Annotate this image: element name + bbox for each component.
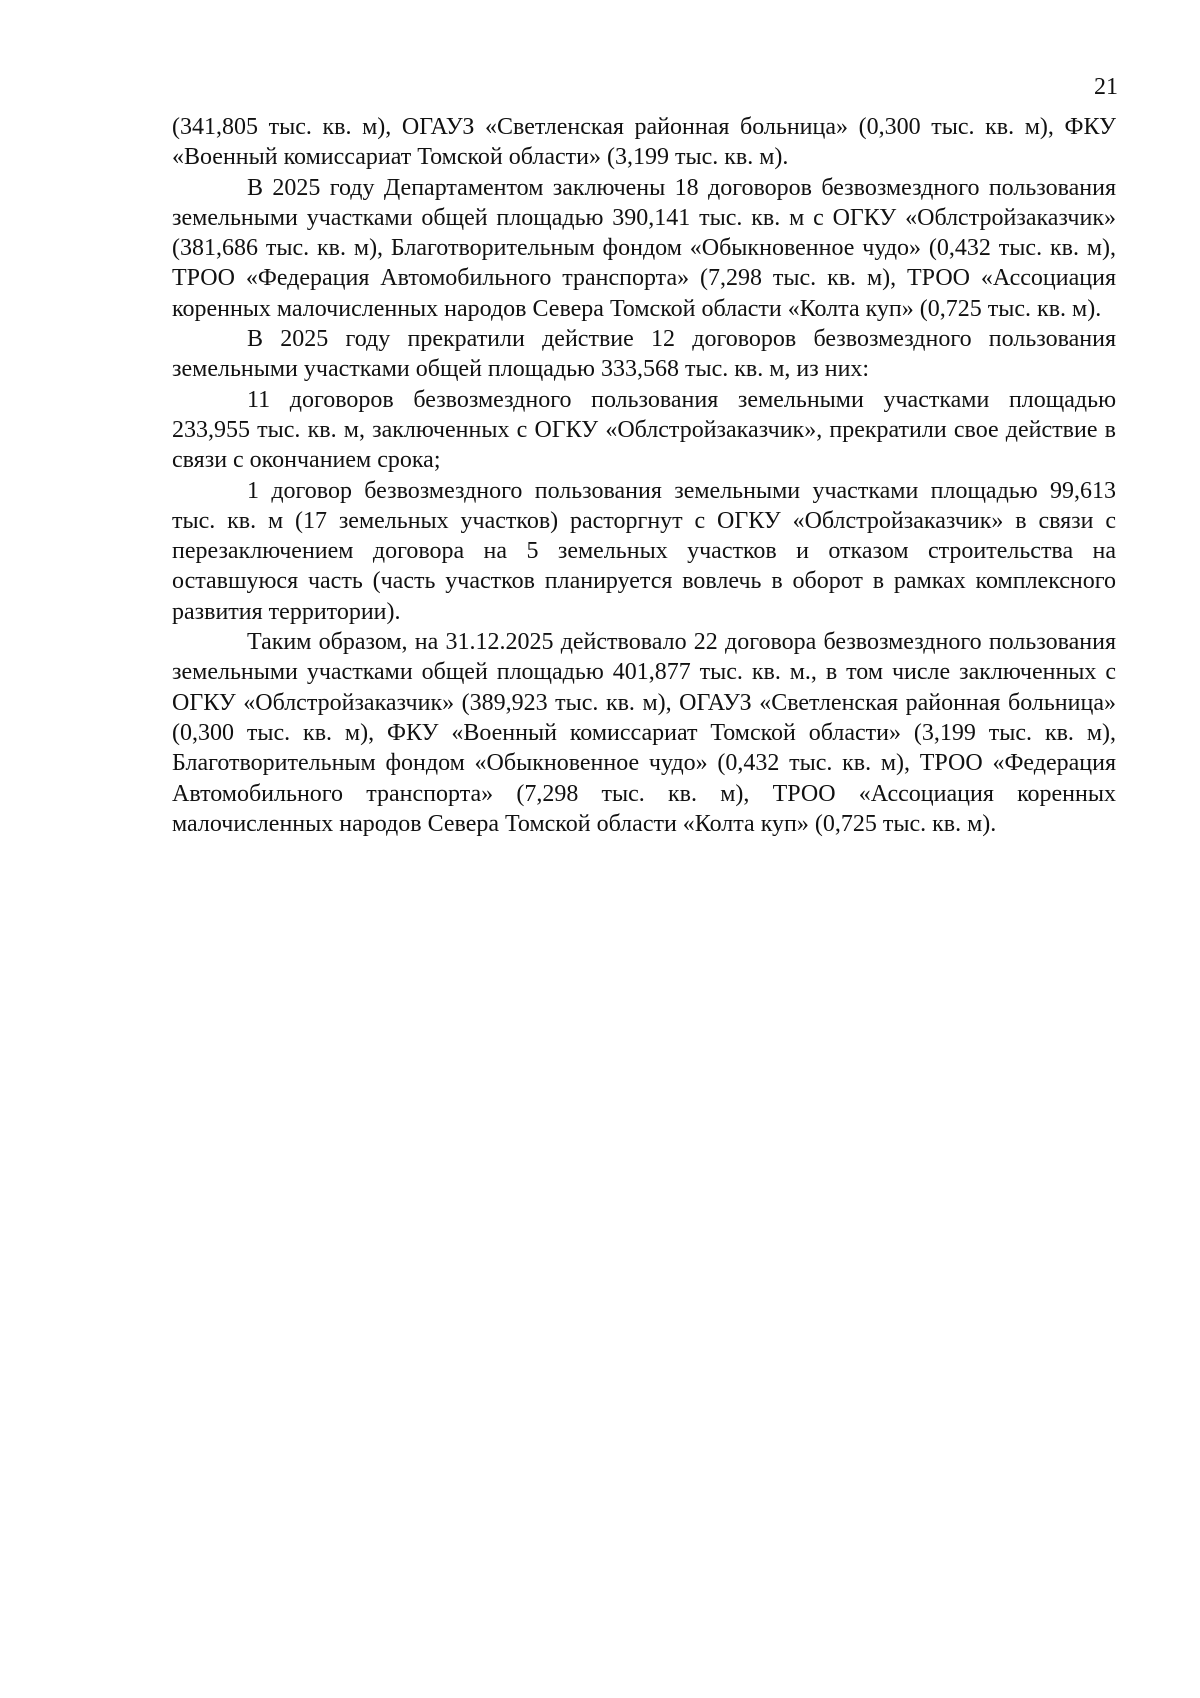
paragraph-contracts-terminated: В 2025 году прекратили действие 12 договоров безвозмездного пользования земельными участками общей площадью 333,568 тыс. кв. м, из них: bbox=[172, 326, 1116, 383]
document-body bbox=[172, 112, 1116, 839]
page-number: 21 bbox=[1094, 74, 1118, 100]
paragraph-contracts-concluded: В 2025 году Департаментом заключены 18 договоров безвозмездного пользования земельными участками общей площадью 390,141 тыс. кв. м с ОГКУ «Облстройзаказчик» (381,686 тыс. кв. м), Благотворительным фондом «Обыкновенное чудо» (0,432 тыс. кв. м), ТРОО «Федерация Автомобильного транспорта» (7,298 тыс. кв. м), ТРОО «Ассоциация коренных малочисленных народов Севера Томской области «Колта куп» (0,725 тыс. кв. м). bbox=[172, 174, 1116, 322]
paragraph-expired-contracts: 11 договоров безвозмездного пользования земельными участками площадью 233,955 тыс. кв. м, заключенных с ОГКУ «Облстройзаказчик», прекратили свое действие в связи с окончанием срока; bbox=[172, 386, 1116, 474]
paragraph-summary: Таким образом, на 31.12.2025 действовало 22 договора безвозмездного пользования земельными участками общей площадью 401,877 тыс. кв. м., в том числе заключенных с ОГКУ «Облстройзаказчик» (389,923 тыс. кв. м), ОГАУЗ «Светленская районная больница» (0,300 тыс. кв. м), ФКУ «Военный комиссариат Томской области» (3,199 тыс. кв. м), Благотворительным фондом «Обыкновенное чудо» (0,432 тыс. кв. м), ТРОО «Федерация Автомобильного транспорта» (7,298 тыс. кв. м), ТРОО «Ассоциация коренных малочисленных народов Севера Томской области «Колта куп» (0,725 тыс. кв. м). bbox=[172, 629, 1116, 837]
paragraph-dissolved-contract: 1 договор безвозмездного пользования земельными участками площадью 99,613 тыс. кв. м (17 земельных участков) расторгнут с ОГКУ «Облстройзаказчик» в связи с перезаключением договора на 5 земельных участков и отказом строительства на оставшуюся часть (часть участков планируется вовлечь в оборот в рамках комплексного развития территории). bbox=[172, 477, 1116, 625]
paragraph-continuation: (341,805 тыс. кв. м), ОГАУЗ «Светленская районная больница» (0,300 тыс. кв. м), ФКУ «Военный комиссариат Томской области» (3,199 тыс. кв. м). bbox=[172, 114, 1116, 171]
